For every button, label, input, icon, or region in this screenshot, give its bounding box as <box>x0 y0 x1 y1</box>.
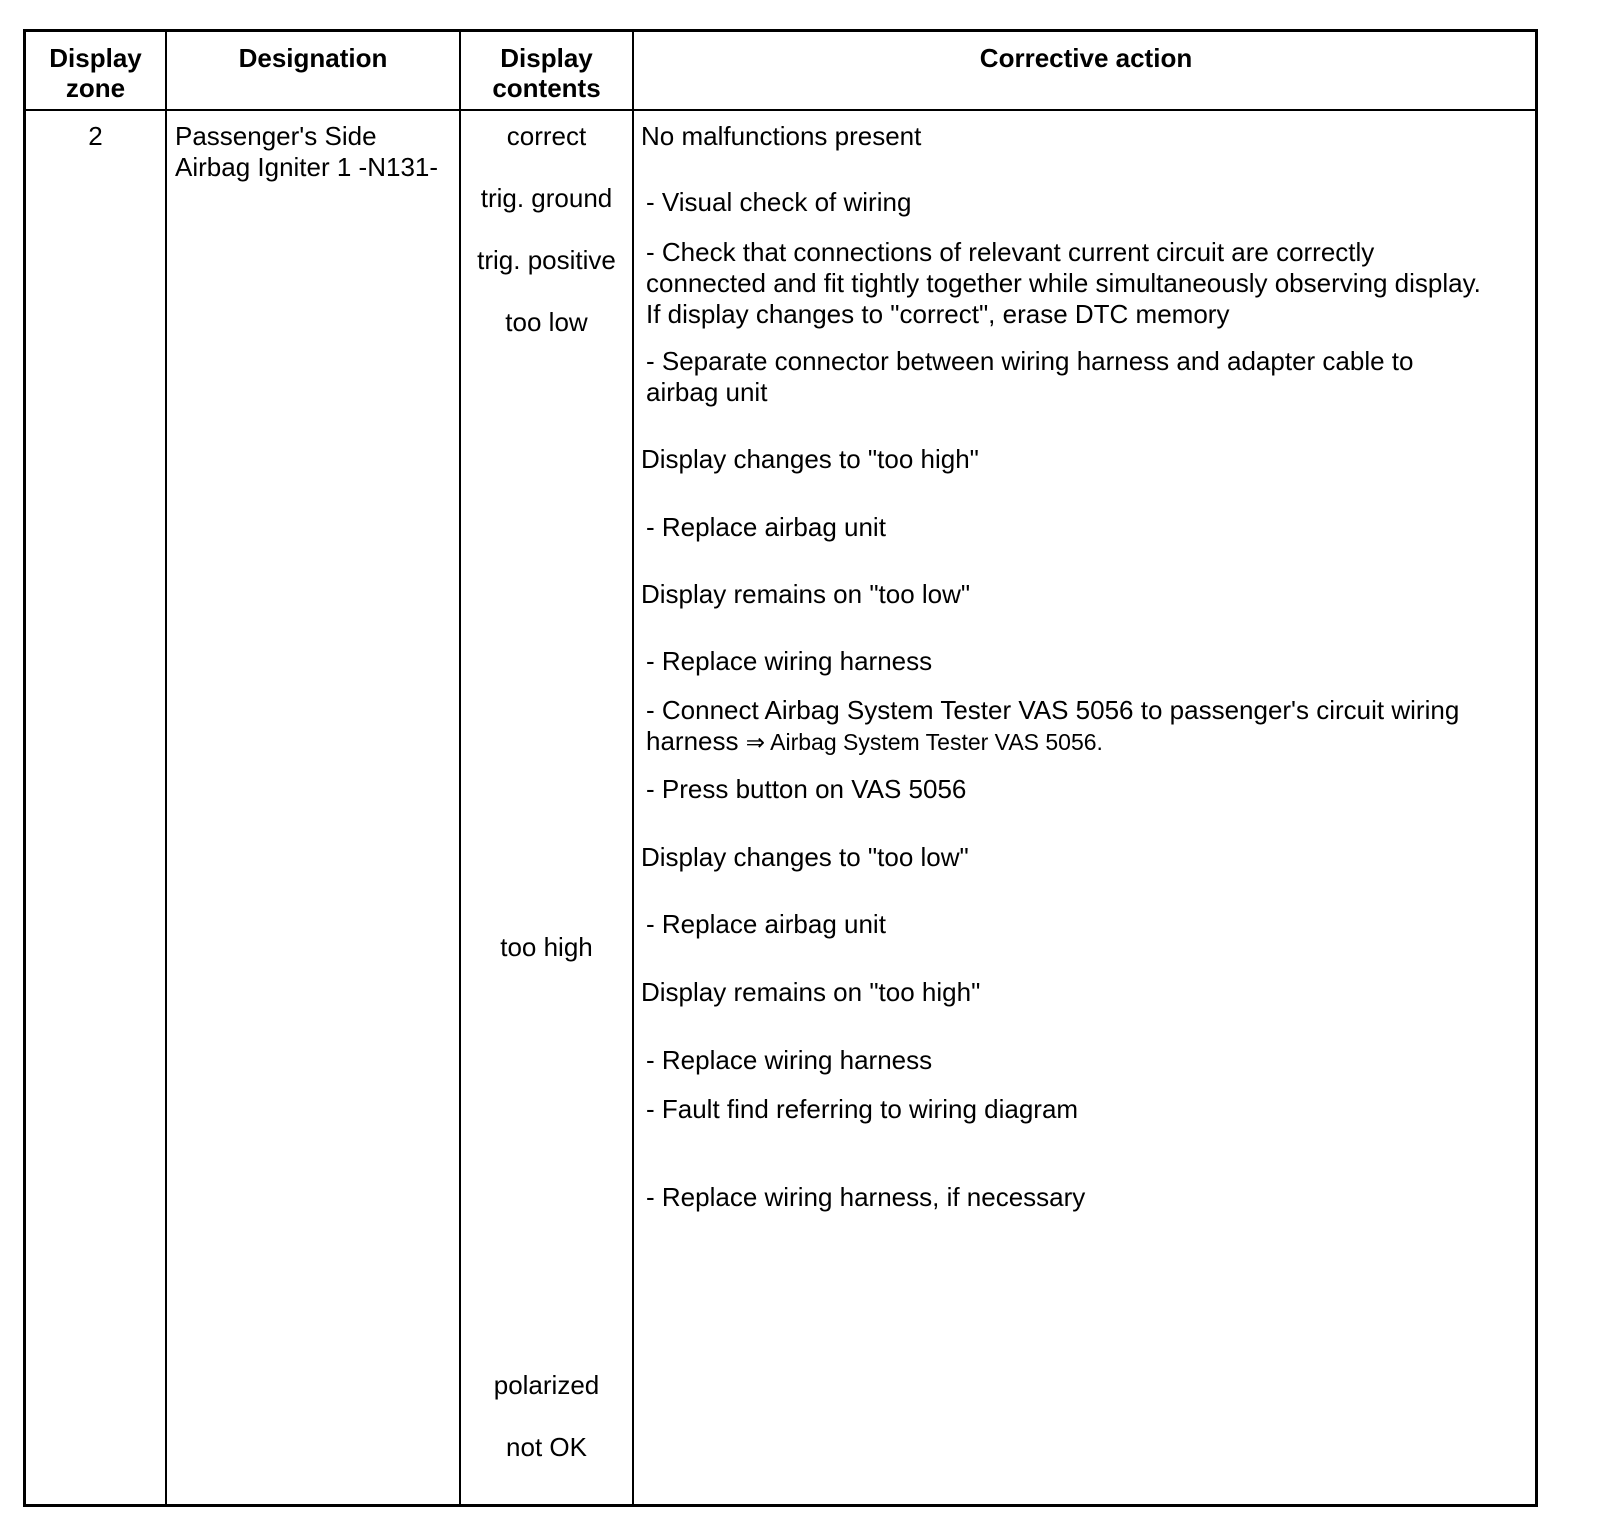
action-no-malfunctions: No malfunctions present <box>641 121 922 151</box>
action-connect-tester-line1: - Connect Airbag System Tester VAS 5056 to passenger's circuit wiring <box>646 695 1460 725</box>
header-display-zone <box>26 43 165 103</box>
header-designation: Designation <box>238 43 388 73</box>
action-check-connections-line2: connected and fit tightly together while simultaneously observing display. <box>646 268 1481 298</box>
contents-correct: correct <box>506 121 587 151</box>
header-display-contents-line2: contents <box>492 73 601 103</box>
contents-polarized: polarized <box>493 1370 600 1400</box>
contents-trig-ground: trig. ground <box>480 183 613 213</box>
column-divider <box>632 32 634 1504</box>
action-check-connections-line1: - Check that connections of relevant current circuit are correctly <box>646 237 1375 267</box>
contents-too-low: too low <box>505 307 588 337</box>
action-display-changes-too-high: Display changes to "too high" <box>641 444 979 474</box>
column-divider <box>165 32 167 1504</box>
contents-too-high: too high <box>500 932 593 962</box>
action-replace-airbag-unit-2: - Replace airbag unit <box>646 909 886 939</box>
header-display-contents <box>461 43 632 103</box>
action-replace-wiring-harness-1: - Replace wiring harness <box>646 646 933 676</box>
designation-line1: Passenger's Side <box>175 121 377 151</box>
header-divider <box>26 109 1535 111</box>
action-press-button: - Press button on VAS 5056 <box>646 774 967 804</box>
header-corrective-action: Corrective action <box>979 43 1193 73</box>
action-display-remains-too-high: Display remains on "too high" <box>641 977 981 1007</box>
action-replace-airbag-unit-1: - Replace airbag unit <box>646 512 886 542</box>
action-replace-wiring-harness-if-necessary: - Replace wiring harness, if necessary <box>646 1182 1086 1212</box>
action-display-remains-too-low: Display remains on "too low" <box>641 579 971 609</box>
action-display-changes-too-low: Display changes to "too low" <box>641 842 969 872</box>
action-connect-tester <box>646 695 1459 758</box>
designation-line2: Airbag Igniter 1 -N131- <box>175 152 439 182</box>
action-check-connections <box>646 237 1481 330</box>
diagnostic-table <box>23 29 1538 1507</box>
action-separate-connector-line1: - Separate connector between wiring harness and adapter cable to <box>646 346 1414 376</box>
action-connect-tester-harness: harness <box>646 726 739 756</box>
action-separate-connector-line2: airbag unit <box>646 377 768 407</box>
action-connect-tester-line2 <box>646 726 1459 758</box>
action-visual-check: - Visual check of wiring <box>646 187 912 217</box>
action-replace-wiring-harness-2: - Replace wiring harness <box>646 1045 933 1075</box>
zone-value: 2 <box>88 121 103 151</box>
tester-reference-link[interactable]: ⇒ Airbag System Tester VAS 5056. <box>745 729 1103 755</box>
header-display-zone-line1: Display <box>49 43 142 73</box>
designation-value <box>175 121 438 183</box>
action-check-connections-line3: If display changes to "correct", erase DTC memory <box>646 299 1230 329</box>
action-fault-find: - Fault find referring to wiring diagram <box>646 1094 1079 1124</box>
contents-not-ok: not OK <box>506 1432 587 1462</box>
contents-trig-positive: trig. positive <box>477 245 616 275</box>
header-display-zone-line2: zone <box>65 73 126 103</box>
action-separate-connector <box>646 346 1413 408</box>
header-display-contents-line1: Display <box>500 43 593 73</box>
